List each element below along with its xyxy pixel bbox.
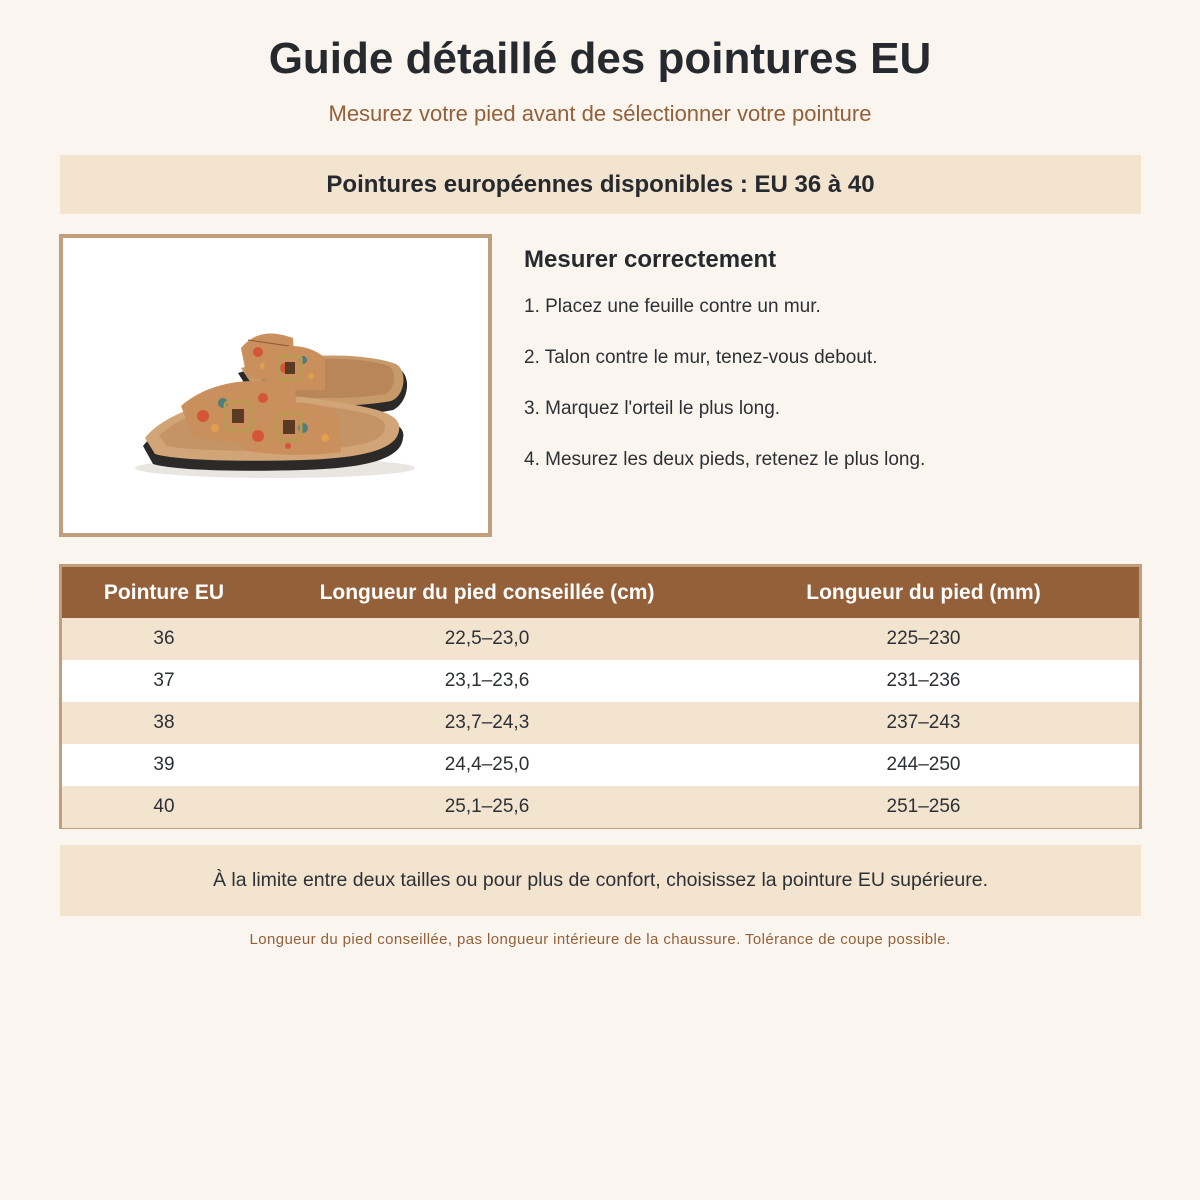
sizing-advice-box <box>60 845 1141 916</box>
cell-eu-size: 39 <box>62 744 266 786</box>
cell-length-cm: 25,1–25,6 <box>266 786 708 828</box>
sizing-advice-text: À la limite entre deux tailles ou pour plus de confort, choisissez la pointure EU supérieure. <box>213 869 988 891</box>
available-sizes-text: Pointures européennes disponibles : EU 36 à 40 <box>326 170 875 198</box>
table-row <box>62 702 1139 744</box>
cell-length-mm: 251–256 <box>708 786 1139 828</box>
cell-length-cm: 23,1–23,6 <box>266 660 708 702</box>
header-foot-length-mm: Longueur du pied (mm) <box>708 567 1139 618</box>
table-row <box>62 744 1139 786</box>
table-row <box>62 660 1139 702</box>
product-photo-frame <box>59 234 492 537</box>
cell-length-cm: 22,5–23,0 <box>266 618 708 660</box>
instruction-step: 3. Marquez l'orteil le plus long. <box>524 398 781 419</box>
instruction-step: 4. Mesurez les deux pieds, retenez le plus long. <box>524 449 926 470</box>
cell-eu-size: 37 <box>62 660 266 702</box>
table-row <box>62 618 1139 660</box>
cell-length-mm: 231–236 <box>708 660 1139 702</box>
cell-eu-size: 38 <box>62 702 266 744</box>
size-table <box>59 564 1142 829</box>
table-row <box>62 786 1139 828</box>
cell-length-cm: 23,7–24,3 <box>266 702 708 744</box>
measuring-instructions <box>524 244 1144 499</box>
cell-length-mm: 225–230 <box>708 618 1139 660</box>
cell-length-cm: 24,4–25,0 <box>266 744 708 786</box>
cell-eu-size: 40 <box>62 786 266 828</box>
page-subtitle: Mesurez votre pied avant de sélectionner votre pointure <box>328 101 872 126</box>
instructions-title: Mesurer correctement <box>524 246 777 273</box>
header-foot-length-cm: Longueur du pied conseillée (cm) <box>266 567 708 618</box>
instruction-step: 2. Talon contre le mur, tenez-vous debout. <box>524 347 878 368</box>
cell-eu-size: 36 <box>62 618 266 660</box>
header-eu-size: Pointure EU <box>62 567 266 618</box>
cork-sandal-image <box>63 238 488 533</box>
cell-length-mm: 237–243 <box>708 702 1139 744</box>
page-title: Guide détaillé des pointures EU <box>268 34 932 83</box>
table-header-row <box>62 567 1139 618</box>
footnote: Longueur du pied conseillée, pas longueur intérieure de la chaussure. Tolérance de coupe possible. <box>249 931 951 948</box>
instruction-step: 1. Placez une feuille contre un mur. <box>524 296 821 317</box>
available-sizes-banner <box>60 155 1141 214</box>
cell-length-mm: 244–250 <box>708 744 1139 786</box>
